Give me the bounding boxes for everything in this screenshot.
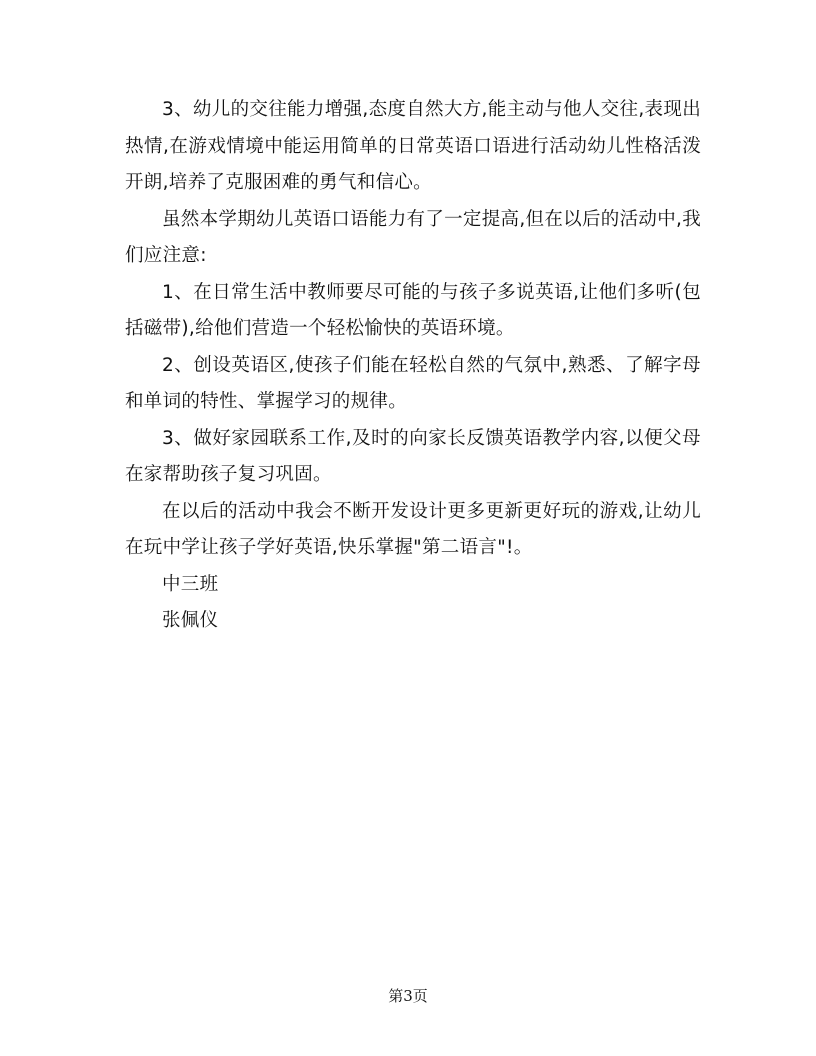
paragraph-point-2: 2、创设英语区,使孩子们能在轻松自然的气氛中,熟悉、了解字母和单词的特性、掌握学习的规律。 [125, 354, 701, 412]
page-number: 第3页 [388, 987, 428, 1005]
document-body [125, 92, 701, 640]
paragraph-point-3: 3、做好家园联系工作,及时的向家长反馈英语教学内容,以便父母在家帮助孩子复习巩固。 [125, 427, 701, 485]
paragraph-point-1: 1、在日常生活中教师要尽可能的与孩子多说英语,让他们多听(包括磁带),给他们营造一个轻松愉快的英语环境。 [125, 281, 701, 339]
paragraph-improvement-note: 虽然本学期幼儿英语口语能力有了一定提高,但在以后的活动中,我们应注意: [125, 208, 701, 266]
class-name: 中三班 [162, 573, 219, 595]
paragraph-social-skills: 3、幼儿的交往能力增强,态度自然大方,能主动与他人交往,表现出热情,在游戏情境中能运用简单的日常英语口语进行活动幼儿性格活泼开朗,培养了克服困难的勇气和信心。 [125, 99, 701, 193]
paragraph-conclusion: 在以后的活动中我会不断开发设计更多更新更好玩的游戏,让幼儿在玩中学让孩子学好英语,快乐掌握"第二语言"!。 [125, 500, 701, 558]
author-name: 张佩仪 [162, 610, 219, 631]
